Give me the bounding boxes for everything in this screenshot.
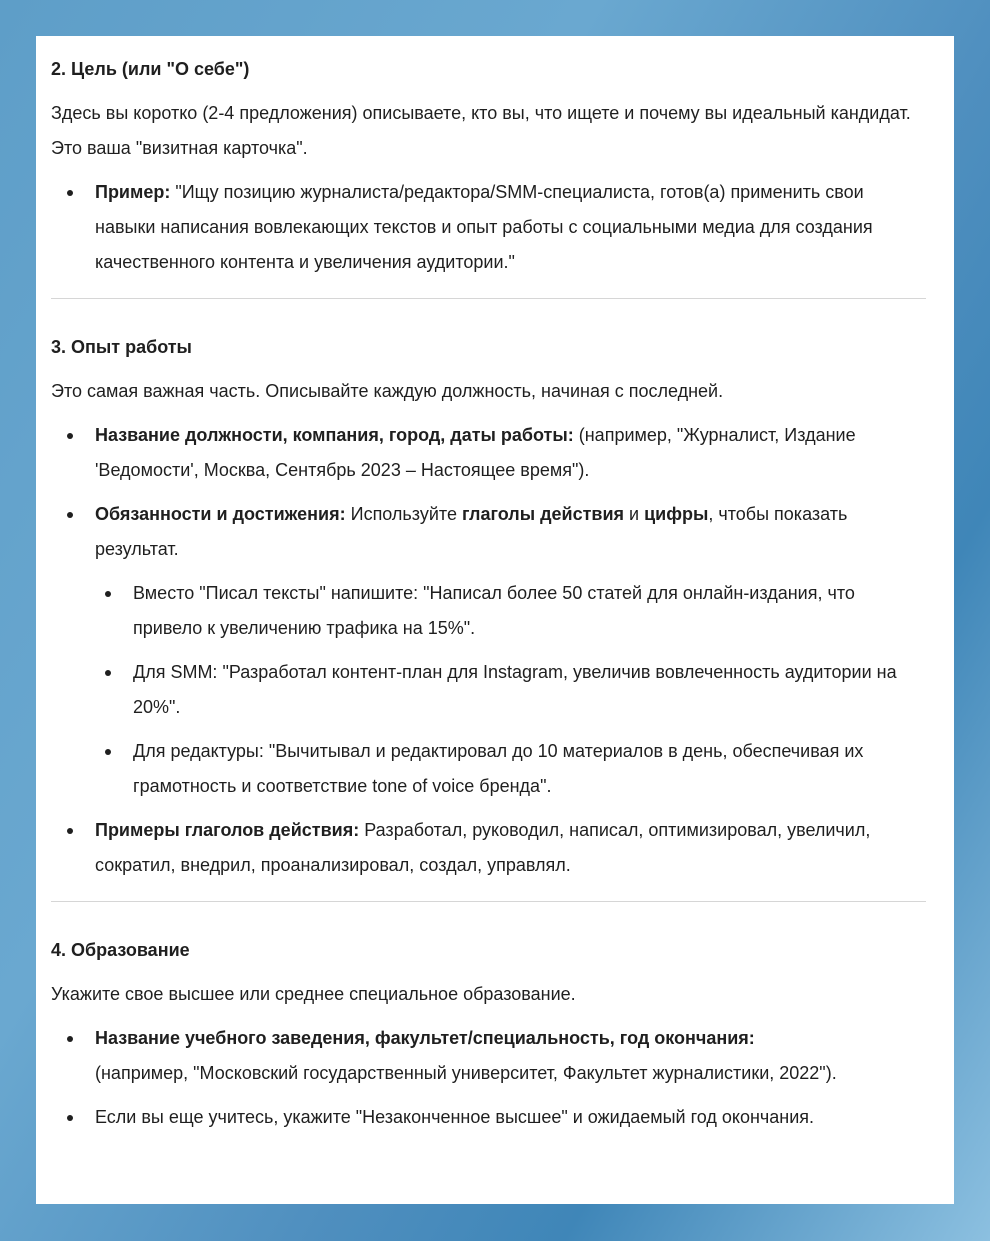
- item-label: Пример:: [95, 182, 171, 202]
- item-label: Примеры глаголов действия:: [95, 820, 360, 840]
- content-card: [36, 36, 954, 1204]
- section-intro: Укажите свое высшее или среднее специальное образование.: [51, 984, 576, 1004]
- divider: [51, 901, 926, 902]
- list-item: Если вы еще учитесь, укажите "Незаконченное высшее" и ожидаемый год окончания.: [51, 1100, 926, 1135]
- list-item: [51, 175, 926, 280]
- bullet-list: [51, 1021, 926, 1135]
- item-text: и: [624, 504, 645, 524]
- item-bold: цифры: [644, 504, 709, 524]
- sub-list-item: Вместо "Писал тексты" напишите: "Написал более 50 статей для онлайн-издания, что привело к увеличению трафика на 15%".: [51, 576, 926, 646]
- bullet-list: [51, 175, 926, 280]
- list-item: [51, 813, 926, 883]
- list-item: [51, 1021, 926, 1091]
- list-item: [51, 418, 926, 488]
- bullet-list: [51, 418, 926, 567]
- bullet-list: [51, 813, 926, 883]
- item-text: (например, "Московский государственный университет, Факультет журналистики, 2022").: [95, 1063, 837, 1083]
- item-text: Разработал, руководил, написал, оптимизировал, увеличил, сократил, внедрил, проанализировал, создал, управлял.: [95, 820, 871, 875]
- sub-bullet-list: [51, 576, 926, 804]
- section-title: 3. Опыт работы: [51, 337, 192, 357]
- sub-list-item: Для редактуры: "Вычитывал и редактировал до 10 материалов в день, обеспечивая их грамотность и соответствие tone of voice бренда".: [51, 734, 926, 804]
- item-label: Обязанности и достижения:: [95, 504, 346, 524]
- section-intro: Здесь вы коротко (2-4 предложения) описываете, кто вы, что ищете и почему вы идеальный кандидат. Это ваша "визитная карточка".: [51, 103, 911, 158]
- section-goal: [51, 56, 926, 280]
- item-text: Используйте: [345, 504, 462, 524]
- divider: [51, 298, 926, 299]
- section-education: [51, 937, 926, 1135]
- item-text: , чтобы показать результат.: [95, 504, 848, 559]
- list-item: [51, 497, 926, 567]
- section-title: 4. Образование: [51, 940, 190, 960]
- item-bold: глаголы действия: [461, 504, 625, 524]
- section-experience: [51, 334, 926, 883]
- sub-list-item: Для SMM: "Разработал контент-план для Instagram, увеличив вовлеченность аудитории на 20%".: [51, 655, 926, 725]
- section-intro: Это самая важная часть. Описывайте каждую должность, начиная с последней.: [51, 381, 724, 401]
- item-text: (например, "Журналист, Издание 'Ведомости', Москва, Сентябрь 2023 – Настоящее время").: [95, 425, 856, 480]
- item-text: "Ищу позицию журналиста/редактора/SMM-специалиста, готов(а) применить свои навыки написания вовлекающих текстов и опыт работы с социальными медиа для создания качественного контента и увеличения аудитории.": [95, 182, 873, 272]
- item-label: Название учебного заведения, факультет/специальность, год окончания:: [95, 1028, 755, 1048]
- section-title: 2. Цель (или "О себе"): [51, 59, 250, 79]
- item-label: Название должности, компания, город, даты работы:: [95, 425, 574, 445]
